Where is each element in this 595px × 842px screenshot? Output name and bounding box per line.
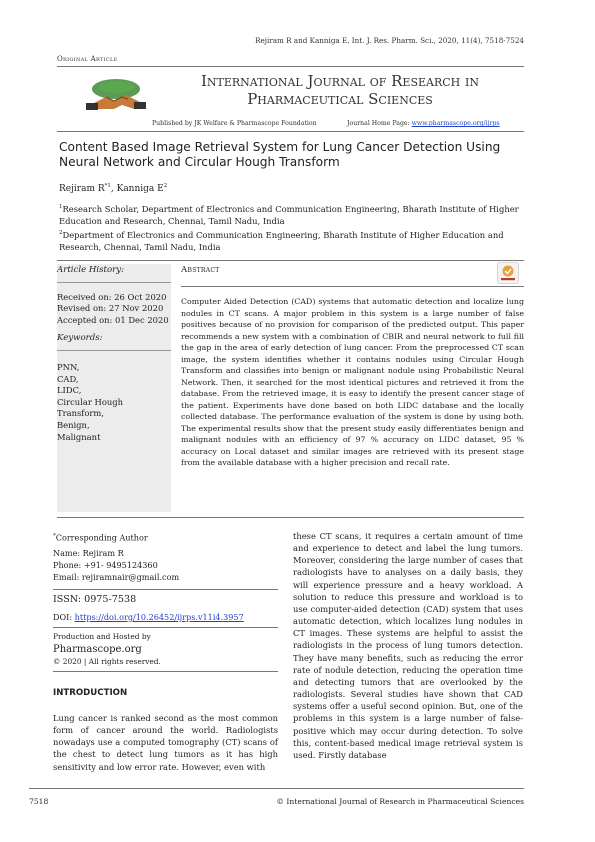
doi-label: DOI: bbox=[53, 612, 75, 622]
production-host: Pharmascope.org bbox=[53, 644, 142, 655]
home-url-link[interactable]: www.pharmascope.org/ijrps bbox=[411, 120, 500, 127]
keyword: PNN, bbox=[57, 362, 80, 372]
issn-rule-top bbox=[53, 589, 278, 590]
home-label: Journal Home Page: bbox=[347, 120, 412, 127]
accepted-date: Accepted on: 01 Dec 2020 bbox=[57, 315, 169, 325]
revised-date: Revised on: 27 Nov 2020 bbox=[57, 303, 164, 313]
abstract-rule bbox=[181, 286, 524, 287]
abstract-rule-bottom bbox=[57, 517, 524, 518]
article-history-label: Article History: bbox=[57, 265, 125, 275]
issn: ISSN: 0975-7538 bbox=[53, 594, 137, 605]
journal-title: International Journal of Research in Pharmaceutical Sciences bbox=[200, 72, 479, 108]
abstract-rule-top bbox=[57, 260, 524, 261]
journal-home-page bbox=[347, 120, 500, 127]
issn-rule-bottom bbox=[53, 627, 278, 628]
corresponding-phone: Phone: +91- 9495124360 bbox=[53, 560, 158, 570]
title-rule bbox=[57, 131, 524, 132]
received-date: Received on: 26 Oct 2020 bbox=[57, 292, 167, 302]
paper-title: Content Based Image Retrieval System for Lung Cancer Detection Using Neural Network and Circular Hough Transform bbox=[59, 140, 501, 169]
footer-copyright: © International Journal of Research in Pharmaceutical Sciences bbox=[276, 797, 524, 806]
keyword: Transform, bbox=[57, 408, 105, 419]
production-label: Production and Hosted by bbox=[53, 632, 151, 641]
header-rule bbox=[57, 66, 524, 67]
keyword: Benign, bbox=[57, 419, 90, 430]
authors: Rejiram $R^{*1}$, Kanniga $E^2$ bbox=[59, 183, 168, 194]
production-rule bbox=[53, 671, 278, 672]
journal-logo-handshake-icon bbox=[84, 75, 148, 113]
article-type: Original Article bbox=[57, 55, 118, 63]
affiliation-1: $^1$Research Scholar, Department of Electronics and Communication Engineering, Bharath Institute of Higher Education and Research, Chennai, Tamil Nadu, India bbox=[59, 203, 519, 227]
sidebar-rule-1 bbox=[57, 282, 171, 283]
keyword: Malignant bbox=[57, 431, 101, 442]
keyword: CAD, bbox=[57, 373, 79, 384]
keywords-label: Keywords: bbox=[57, 333, 103, 343]
affiliation-1-text: Research Scholar, Department of Electronics and Communication Engineering, Bharath Institute of Higher Education and Research, Chennai, Tamil Nadu, India bbox=[59, 203, 519, 227]
footer-rule bbox=[29, 788, 524, 789]
page-number: 7518 bbox=[29, 797, 49, 806]
corresponding-name: Name: Rejiram R bbox=[53, 548, 124, 558]
running-citation: Rejiram R and Kanniga E, Int. J. Res. Pharm. Sci., 2020, 11(4), 7518-7524 bbox=[255, 36, 524, 45]
affiliation-2: $^2$Department of Electronics and Communication Engineering, Bharath Institute of Higher Education and Research, Chennai, Tamil Nadu, India bbox=[59, 229, 504, 253]
affiliation-2-text: Department of Electronics and Communication Engineering, Bharath Institute of Higher Education and Research, Chennai, Tamil Nadu, India bbox=[59, 229, 504, 253]
doi-link[interactable]: https://doi.org/10.26452/ijrps.v11i4.3957 bbox=[74, 612, 244, 622]
corresponding-author-label: *Corresponding Author bbox=[53, 532, 148, 543]
introduction-text-right: these CT scans, it requires a certain amount of time and experience to detect and label the lung tumors. Moreover, considering the large number of cases that radiologists have to analyses on a daily basis, they will experience pressure and a heavy workload. A solution to reduce this pressure and workload is to use computer-aided detection (CAD) system that uses automatic detection, which localizes lung nodules in CT images. These systems are helpful to assist the radiologists in the process of lung tumors detection. They have many benefits, such as reducing the error rate of nodule detection, reducing the operation time and detecting tumors that are overlooked by the radiologists. Several studies have shown that CAD systems offer a useful second opinion. But, one of the problems in this system is a large number of false-positive which may occur during detection. To solve this, content-based medical image retrieval system is used. Firstly database bbox=[293, 531, 523, 760]
introduction-text-left: Lung cancer is ranked second as the most common form of cancer around the world. Radiologists nowadays use a computed tomography (CT) scans of the chest to detect lung tumors as it has high sensitivity and low error rate. However, even with bbox=[53, 713, 278, 772]
abstract-heading: Abstract bbox=[181, 265, 220, 275]
corresponding-label-text: Corresponding Author bbox=[55, 532, 148, 543]
abstract-text: Computer Aided Detection (CAD) systems that automatic detection and localize lung nodules in CT scans. A major problem in this system is a large number of false positives because of no provision for comparison of the predicted output. This paper recommends a new system with a combination of CBIR and neural network to full fill the gap in the area of early detection of lung cancer. From the preprocessed CT scan image, the system identifies whether it contains nodules using Circular Hough Transform and classifies into benign or malignant nodule using Probabilistic Neural Network. Then, it searched for the most identical pictures and retrieved it from the database. From the retrieved image, it is easy to identify the present cancer stage of the patient. Experiments have done based on both LIDC database and the locally collected database. The performance evaluation of the system is done by using both. The experimental results show that the present study easily differentiates benign and malignant nodules with an efficiency of 97 % accuracy on LIDC dataset, 95 % accuracy on Local dataset and similar images are retrieved with its present stage from the available database with a higher precision and recall rate. bbox=[181, 297, 524, 467]
keyword: Circular Hough bbox=[57, 396, 124, 407]
doi bbox=[53, 612, 278, 623]
copyright: © 2020 | All rights reserved. bbox=[53, 657, 161, 666]
publisher-line: Published by JK Welfare & Pharmascope Foundation bbox=[152, 120, 317, 127]
sidebar-rule-2 bbox=[57, 350, 171, 351]
check-for-updates-icon[interactable] bbox=[497, 262, 519, 284]
introduction-heading: INTRODUCTION bbox=[53, 688, 128, 698]
keywords-list bbox=[57, 362, 123, 443]
corresponding-email: Email: rejiramnair@gmail.com bbox=[53, 572, 180, 582]
keyword: LIDC, bbox=[57, 385, 82, 396]
